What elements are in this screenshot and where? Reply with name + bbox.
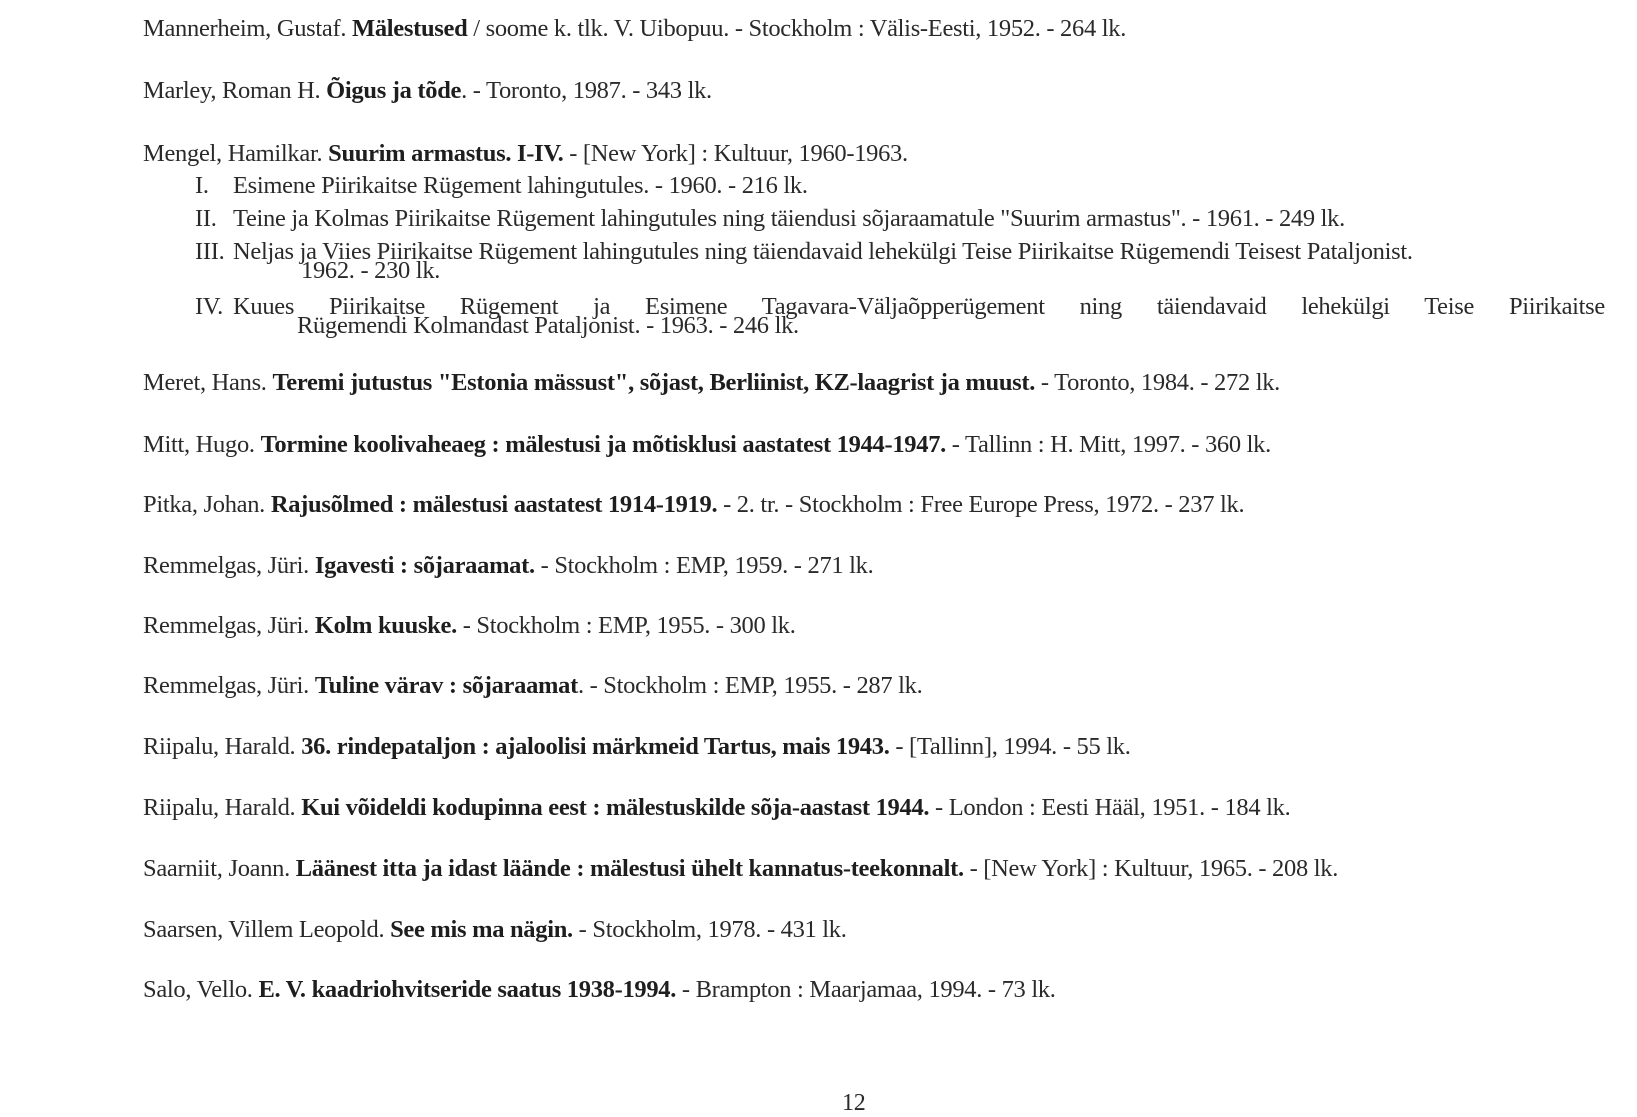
bibliography-entry xyxy=(143,370,1280,396)
entry-details: - Stockholm : EMP, 1959. - 271 lk. xyxy=(534,552,874,579)
entry-title: Suurim armastus. I-IV. xyxy=(328,140,564,167)
entry-title: Igavesti : sõjaraamat. xyxy=(314,552,535,579)
volume-text: Neljas ja Viies Piirikaitse Rügement lahingutules ning täiendavaid lehekülgi Teise Piirikaitse Rügemendi Teisest Pataljonist. xyxy=(233,238,1413,265)
entry-author: Riipalu, Harald. xyxy=(143,733,296,760)
entry-details: . - Stockholm : EMP, 1955. - 287 lk. xyxy=(577,672,923,699)
entry-title: Mälestused xyxy=(352,15,468,42)
bibliography-entry xyxy=(143,16,1126,42)
entry-author: Pitka, Johan. xyxy=(143,491,265,518)
bibliography-entry xyxy=(143,673,922,699)
volume-text: Esimene Piirikaitse Rügement lahingutules. - 1960. - 216 lk. xyxy=(233,172,808,199)
entry-title: Teremi jutustus "Estonia mässust", sõjast, Berliinist, KZ-laagrist ja muust. xyxy=(272,369,1036,396)
page-number: 12 xyxy=(842,1090,866,1116)
bibliography-entry xyxy=(143,856,1338,882)
entry-title: Kolm kuuske. xyxy=(314,612,457,639)
entry-author: Saarsen, Villem Leopold. xyxy=(143,916,385,943)
volume-item xyxy=(195,172,808,199)
entry-title: Tormine koolivaheaeg : mälestusi ja mõtisklusi aastatest 1944-1947. xyxy=(260,431,946,458)
entry-details: - Stockholm : EMP, 1955. - 300 lk. xyxy=(456,612,796,639)
entry-title: See mis ma nägin. xyxy=(390,916,573,943)
volume-text: Kuues Piirikaitse Rügement ja Esimene Tagavara-Väljaõpperügement ning täiendavaid lehekülgi Teise Piirikaitse xyxy=(233,293,1605,320)
entry-title: Rajusõlmed : mälestusi aastatest 1914-1919. xyxy=(270,491,718,518)
entry-author: Mengel, Hamilkar. xyxy=(143,140,323,167)
bibliography-entry xyxy=(143,977,1056,1003)
bibliography-entry xyxy=(143,917,847,943)
volume-numeral: III. xyxy=(195,238,225,265)
entry-author: Riipalu, Harald. xyxy=(143,794,296,821)
entry-title: Läänest itta ja idast läände : mälestusi ühelt kannatus-teekonnalt. xyxy=(295,855,964,882)
entry-details: - 2. tr. - Stockholm : Free Europe Press, 1972. - 237 lk. xyxy=(717,491,1245,518)
entry-author: Remmelgas, Jüri. xyxy=(143,672,309,699)
bibliography-entry xyxy=(143,78,712,104)
bibliography-entry xyxy=(143,432,1271,458)
entry-author: Saarniit, Joann. xyxy=(143,855,290,882)
entry-author: Remmelgas, Jüri. xyxy=(143,552,309,579)
entry-details: . - Toronto, 1987. - 343 lk. xyxy=(461,77,712,104)
volume-numeral: II. xyxy=(195,205,217,232)
entry-details: - Stockholm, 1978. - 431 lk. xyxy=(572,916,847,943)
entry-author: Mitt, Hugo. xyxy=(143,431,255,458)
volume-continuation: 1962. - 230 lk. xyxy=(301,257,441,284)
entry-details: - Tallinn : H. Mitt, 1997. - 360 lk. xyxy=(945,431,1271,458)
entry-details: - Brampton : Maarjamaa, 1994. - 73 lk. xyxy=(676,976,1056,1003)
entry-details: - Toronto, 1984. - 272 lk. xyxy=(1035,369,1281,396)
volume-item xyxy=(195,205,1345,232)
bibliography-entry xyxy=(143,141,908,167)
volume-text: Teine ja Kolmas Piirikaitse Rügement lahingutules ning täiendusi sõjaraamatule "Suurim armastus". - 1961. - 249 lk. xyxy=(233,205,1345,232)
entry-details: - [New York] : Kultuur, 1960-1963. xyxy=(563,140,908,167)
bibliography-entry xyxy=(143,734,1131,760)
entry-details: - [New York] : Kultuur, 1965. - 208 lk. xyxy=(963,855,1339,882)
entry-title: E. V. kaadriohvitseride saatus 1938-1994. xyxy=(258,976,677,1003)
bibliography-entry xyxy=(143,613,796,639)
entry-author: Marley, Roman H. xyxy=(143,77,321,104)
entry-author: Meret, Hans. xyxy=(143,369,267,396)
entry-details: - [Tallinn], 1994. - 55 lk. xyxy=(889,733,1131,760)
entry-title: 36. rindepataljon : ajaloolisi märkmeid Tartus, mais 1943. xyxy=(301,733,890,760)
volume-numeral: IV. xyxy=(195,293,223,320)
volume-continuation: Rügemendi Kolmandast Pataljonist. - 1963. - 246 lk. xyxy=(297,312,799,339)
entry-author: Mannerheim, Gustaf. xyxy=(143,15,347,42)
entry-title: Kui võideldi kodupinna eest : mälestuskilde sõja-aastast 1944. xyxy=(301,794,930,821)
entry-details: - London : Eesti Hääl, 1951. - 184 lk. xyxy=(929,794,1291,821)
entry-author: Salo, Vello. xyxy=(143,976,253,1003)
entry-title: Tuline värav : sõjaraamat xyxy=(314,672,578,699)
entry-author: Remmelgas, Jüri. xyxy=(143,612,309,639)
entry-details: / soome k. tlk. V. Uibopuu. - Stockholm : Välis-Eesti, 1952. - 264 lk. xyxy=(467,15,1127,42)
bibliography-entry xyxy=(143,553,873,579)
entry-title: Õigus ja tõde xyxy=(326,77,462,104)
bibliography-entry xyxy=(143,492,1244,518)
bibliography-entry xyxy=(143,795,1290,821)
volume-numeral: I. xyxy=(195,172,209,199)
